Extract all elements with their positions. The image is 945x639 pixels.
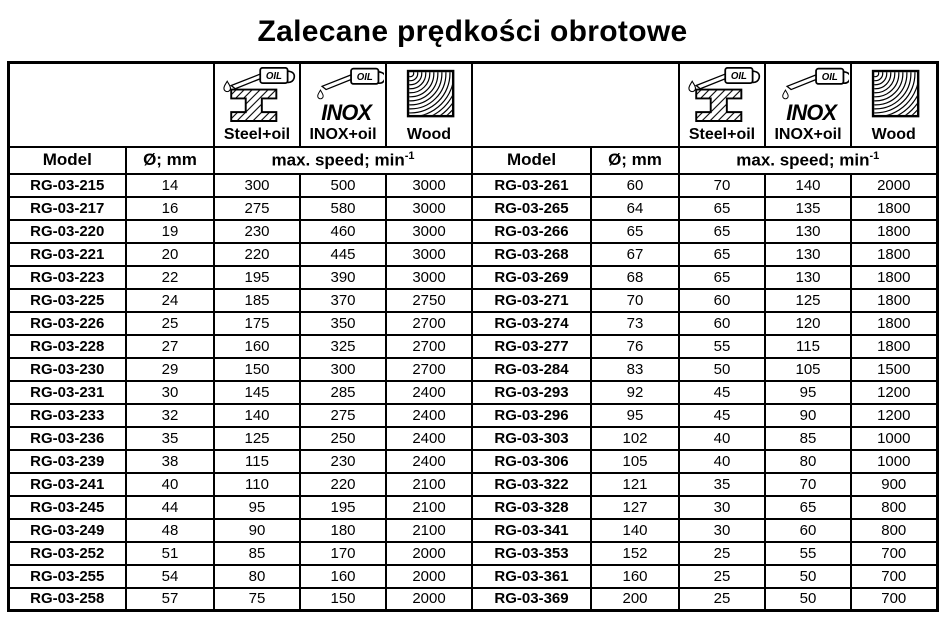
cell-inox: 150	[300, 588, 386, 611]
model-column-header: Model	[472, 147, 591, 174]
cell-model: RG-03-361	[472, 565, 591, 588]
cell-model: RG-03-231	[8, 381, 126, 404]
cell-steel: 50	[679, 358, 765, 381]
cell-diameter: 32	[126, 404, 214, 427]
cell-steel: 140	[214, 404, 300, 427]
cell-steel: 145	[214, 381, 300, 404]
material-label: Steel+oil	[223, 126, 291, 144]
cell-wood: 2700	[386, 335, 472, 358]
cell-model: RG-03-341	[472, 519, 591, 542]
cell-model: RG-03-228	[8, 335, 126, 358]
table-row	[8, 588, 937, 611]
cell-steel: 45	[679, 381, 765, 404]
cell-wood: 1800	[851, 312, 937, 335]
cell-inox: 95	[765, 381, 851, 404]
cell-model: RG-03-303	[472, 427, 591, 450]
cell-steel: 175	[214, 312, 300, 335]
cell-wood: 900	[851, 473, 937, 496]
cell-inox: 220	[300, 473, 386, 496]
table-row	[8, 381, 937, 404]
cell-wood: 2700	[386, 312, 472, 335]
cell-model: RG-03-241	[8, 473, 126, 496]
cell-model: RG-03-271	[472, 289, 591, 312]
cell-inox: 170	[300, 542, 386, 565]
cell-wood: 3000	[386, 266, 472, 289]
cell-inox: 160	[300, 565, 386, 588]
material-header-wood-right	[851, 63, 937, 147]
cell-wood: 2400	[386, 404, 472, 427]
max-speed-column-header	[214, 147, 472, 174]
cell-diameter: 70	[591, 289, 679, 312]
cell-diameter: 92	[591, 381, 679, 404]
cell-wood: 700	[851, 565, 937, 588]
cell-diameter: 19	[126, 220, 214, 243]
inox-oil-icon	[301, 65, 385, 125]
cell-wood: 1500	[851, 358, 937, 381]
cell-steel: 185	[214, 289, 300, 312]
material-label: Steel+oil	[688, 126, 756, 144]
cell-wood: 2100	[386, 519, 472, 542]
table-row	[8, 197, 937, 220]
cell-diameter: 73	[591, 312, 679, 335]
cell-wood: 1000	[851, 450, 937, 473]
cell-diameter: 48	[126, 519, 214, 542]
max-speed-label: max. speed; min	[271, 150, 405, 170]
material-label: INOX+oil	[309, 126, 377, 144]
cell-wood: 1800	[851, 266, 937, 289]
cell-wood: 1800	[851, 197, 937, 220]
cell-diameter: 65	[591, 220, 679, 243]
cell-steel: 230	[214, 220, 300, 243]
table-row	[8, 243, 937, 266]
cell-model: RG-03-277	[472, 335, 591, 358]
table-row	[8, 496, 937, 519]
cell-inox: 350	[300, 312, 386, 335]
cell-steel: 75	[214, 588, 300, 611]
max-speed-column-header	[679, 147, 937, 174]
empty-header-cell	[8, 63, 214, 147]
cell-steel: 300	[214, 174, 300, 197]
cell-steel: 275	[214, 197, 300, 220]
cell-model: RG-03-274	[472, 312, 591, 335]
cell-steel: 65	[679, 243, 765, 266]
cell-diameter: 14	[126, 174, 214, 197]
cell-steel: 115	[214, 450, 300, 473]
wood-icon	[852, 65, 936, 125]
material-header-steel-oil-left	[214, 63, 300, 147]
cell-wood: 3000	[386, 243, 472, 266]
cell-inox: 85	[765, 427, 851, 450]
cell-diameter: 160	[591, 565, 679, 588]
cell-inox: 180	[300, 519, 386, 542]
cell-diameter: 30	[126, 381, 214, 404]
cell-model: RG-03-249	[8, 519, 126, 542]
cell-model: RG-03-258	[8, 588, 126, 611]
cell-diameter: 27	[126, 335, 214, 358]
cell-steel: 55	[679, 335, 765, 358]
cell-diameter: 16	[126, 197, 214, 220]
cell-model: RG-03-255	[8, 565, 126, 588]
cell-steel: 25	[679, 588, 765, 611]
cell-wood: 2000	[386, 565, 472, 588]
material-header-wood-left	[386, 63, 472, 147]
cell-steel: 150	[214, 358, 300, 381]
cell-inox: 135	[765, 197, 851, 220]
cell-wood: 1000	[851, 427, 937, 450]
cell-model: RG-03-223	[8, 266, 126, 289]
cell-diameter: 51	[126, 542, 214, 565]
cell-inox: 130	[765, 243, 851, 266]
cell-steel: 70	[679, 174, 765, 197]
max-speed-exponent: -1	[404, 149, 415, 162]
page-title: Zalecane prędkości obrotowe	[257, 15, 688, 48]
cell-inox: 115	[765, 335, 851, 358]
cell-wood: 1800	[851, 335, 937, 358]
diameter-column-header: Ø; mm	[126, 147, 214, 174]
cell-inox: 230	[300, 450, 386, 473]
cell-diameter: 105	[591, 450, 679, 473]
cell-diameter: 95	[591, 404, 679, 427]
cell-wood: 1200	[851, 404, 937, 427]
cell-wood: 2000	[386, 542, 472, 565]
cell-inox: 50	[765, 588, 851, 611]
cell-wood: 700	[851, 542, 937, 565]
cell-model: RG-03-306	[472, 450, 591, 473]
cell-model: RG-03-236	[8, 427, 126, 450]
diameter-column-header: Ø; mm	[591, 147, 679, 174]
cell-inox: 580	[300, 197, 386, 220]
cell-diameter: 24	[126, 289, 214, 312]
cell-steel: 220	[214, 243, 300, 266]
table-row	[8, 542, 937, 565]
cell-inox: 250	[300, 427, 386, 450]
table-row	[8, 519, 937, 542]
cell-wood: 2000	[851, 174, 937, 197]
steel-oil-icon	[680, 65, 764, 125]
cell-diameter: 22	[126, 266, 214, 289]
max-speed-label: max. speed; min	[736, 150, 870, 170]
cell-inox: 130	[765, 220, 851, 243]
column-header-row	[8, 147, 937, 174]
cell-wood: 1200	[851, 381, 937, 404]
cell-wood: 2700	[386, 358, 472, 381]
cell-steel: 65	[679, 197, 765, 220]
cell-model: RG-03-239	[8, 450, 126, 473]
wood-icon	[387, 65, 471, 125]
cell-diameter: 67	[591, 243, 679, 266]
cell-steel: 40	[679, 427, 765, 450]
material-label: Wood	[406, 126, 452, 144]
cell-inox: 285	[300, 381, 386, 404]
cell-diameter: 127	[591, 496, 679, 519]
cell-inox: 275	[300, 404, 386, 427]
table-row	[8, 312, 937, 335]
cell-diameter: 40	[126, 473, 214, 496]
cell-wood: 800	[851, 496, 937, 519]
cell-inox: 105	[765, 358, 851, 381]
cell-model: RG-03-217	[8, 197, 126, 220]
cell-inox: 325	[300, 335, 386, 358]
cell-model: RG-03-252	[8, 542, 126, 565]
cell-steel: 160	[214, 335, 300, 358]
empty-header-cell	[472, 63, 679, 147]
cell-model: RG-03-221	[8, 243, 126, 266]
cell-steel: 65	[679, 266, 765, 289]
cell-inox: 125	[765, 289, 851, 312]
cell-diameter: 44	[126, 496, 214, 519]
cell-model: RG-03-369	[472, 588, 591, 611]
table-header	[8, 63, 937, 174]
cell-steel: 60	[679, 289, 765, 312]
table-row	[8, 473, 937, 496]
cell-inox: 500	[300, 174, 386, 197]
cell-diameter: 54	[126, 565, 214, 588]
cell-wood: 3000	[386, 220, 472, 243]
cell-inox: 140	[765, 174, 851, 197]
cell-model: RG-03-230	[8, 358, 126, 381]
cell-steel: 45	[679, 404, 765, 427]
cell-steel: 195	[214, 266, 300, 289]
cell-model: RG-03-353	[472, 542, 591, 565]
cell-steel: 80	[214, 565, 300, 588]
table-row	[8, 335, 937, 358]
cell-wood: 2100	[386, 496, 472, 519]
cell-diameter: 76	[591, 335, 679, 358]
cell-wood: 2400	[386, 427, 472, 450]
cell-diameter: 20	[126, 243, 214, 266]
cell-diameter: 102	[591, 427, 679, 450]
cell-model: RG-03-284	[472, 358, 591, 381]
cell-steel: 30	[679, 519, 765, 542]
cell-steel: 25	[679, 565, 765, 588]
table-row	[8, 450, 937, 473]
cell-wood: 2100	[386, 473, 472, 496]
cell-steel: 60	[679, 312, 765, 335]
cell-diameter: 121	[591, 473, 679, 496]
cell-diameter: 140	[591, 519, 679, 542]
cell-model: RG-03-220	[8, 220, 126, 243]
material-header-steel-oil-right	[679, 63, 765, 147]
cell-inox: 195	[300, 496, 386, 519]
max-speed-exponent: -1	[869, 149, 880, 162]
cell-inox: 70	[765, 473, 851, 496]
cell-wood: 2000	[386, 588, 472, 611]
cell-model: RG-03-268	[472, 243, 591, 266]
cell-diameter: 38	[126, 450, 214, 473]
cell-diameter: 200	[591, 588, 679, 611]
cell-wood: 1800	[851, 220, 937, 243]
cell-model: RG-03-296	[472, 404, 591, 427]
cell-inox: 120	[765, 312, 851, 335]
cell-wood: 800	[851, 519, 937, 542]
material-header-inox-oil-left	[300, 63, 386, 147]
table-row	[8, 174, 937, 197]
cell-inox: 90	[765, 404, 851, 427]
table-row	[8, 427, 937, 450]
cell-diameter: 83	[591, 358, 679, 381]
table-row	[8, 404, 937, 427]
material-label: INOX+oil	[774, 126, 842, 144]
model-column-header: Model	[8, 147, 126, 174]
cell-inox: 445	[300, 243, 386, 266]
speed-table	[7, 61, 939, 612]
cell-steel: 40	[679, 450, 765, 473]
cell-diameter: 152	[591, 542, 679, 565]
table-row	[8, 289, 937, 312]
material-label: Wood	[871, 126, 916, 144]
table-body	[8, 174, 937, 611]
steel-oil-icon	[215, 65, 299, 125]
cell-inox: 80	[765, 450, 851, 473]
cell-model: RG-03-265	[472, 197, 591, 220]
cell-model: RG-03-293	[472, 381, 591, 404]
cell-wood: 3000	[386, 197, 472, 220]
cell-steel: 90	[214, 519, 300, 542]
cell-diameter: 64	[591, 197, 679, 220]
cell-steel: 110	[214, 473, 300, 496]
cell-wood: 3000	[386, 174, 472, 197]
cell-model: RG-03-215	[8, 174, 126, 197]
cell-steel: 85	[214, 542, 300, 565]
cell-wood: 2400	[386, 381, 472, 404]
cell-steel: 65	[679, 220, 765, 243]
table-row	[8, 358, 937, 381]
table-row	[8, 266, 937, 289]
cell-diameter: 29	[126, 358, 214, 381]
cell-inox: 60	[765, 519, 851, 542]
cell-inox: 55	[765, 542, 851, 565]
cell-diameter: 57	[126, 588, 214, 611]
cell-model: RG-03-322	[472, 473, 591, 496]
cell-wood: 1800	[851, 243, 937, 266]
material-header-inox-oil-right	[765, 63, 851, 147]
cell-diameter: 25	[126, 312, 214, 335]
cell-steel: 35	[679, 473, 765, 496]
cell-model: RG-03-233	[8, 404, 126, 427]
table-row	[8, 565, 937, 588]
cell-wood: 700	[851, 588, 937, 611]
cell-inox: 300	[300, 358, 386, 381]
cell-inox: 130	[765, 266, 851, 289]
cell-inox: 65	[765, 496, 851, 519]
cell-wood: 2750	[386, 289, 472, 312]
cell-inox: 50	[765, 565, 851, 588]
cell-inox: 390	[300, 266, 386, 289]
icon-header-row	[8, 63, 937, 147]
cell-model: RG-03-266	[472, 220, 591, 243]
cell-diameter: 35	[126, 427, 214, 450]
cell-model: RG-03-269	[472, 266, 591, 289]
cell-steel: 25	[679, 542, 765, 565]
cell-steel: 95	[214, 496, 300, 519]
cell-model: RG-03-226	[8, 312, 126, 335]
cell-model: RG-03-328	[472, 496, 591, 519]
table-row	[8, 220, 937, 243]
cell-diameter: 60	[591, 174, 679, 197]
cell-inox: 370	[300, 289, 386, 312]
cell-model: RG-03-225	[8, 289, 126, 312]
cell-model: RG-03-245	[8, 496, 126, 519]
cell-steel: 125	[214, 427, 300, 450]
cell-wood: 2400	[386, 450, 472, 473]
cell-wood: 1800	[851, 289, 937, 312]
cell-steel: 30	[679, 496, 765, 519]
cell-inox: 460	[300, 220, 386, 243]
inox-oil-icon	[766, 65, 850, 125]
cell-diameter: 68	[591, 266, 679, 289]
cell-model: RG-03-261	[472, 174, 591, 197]
